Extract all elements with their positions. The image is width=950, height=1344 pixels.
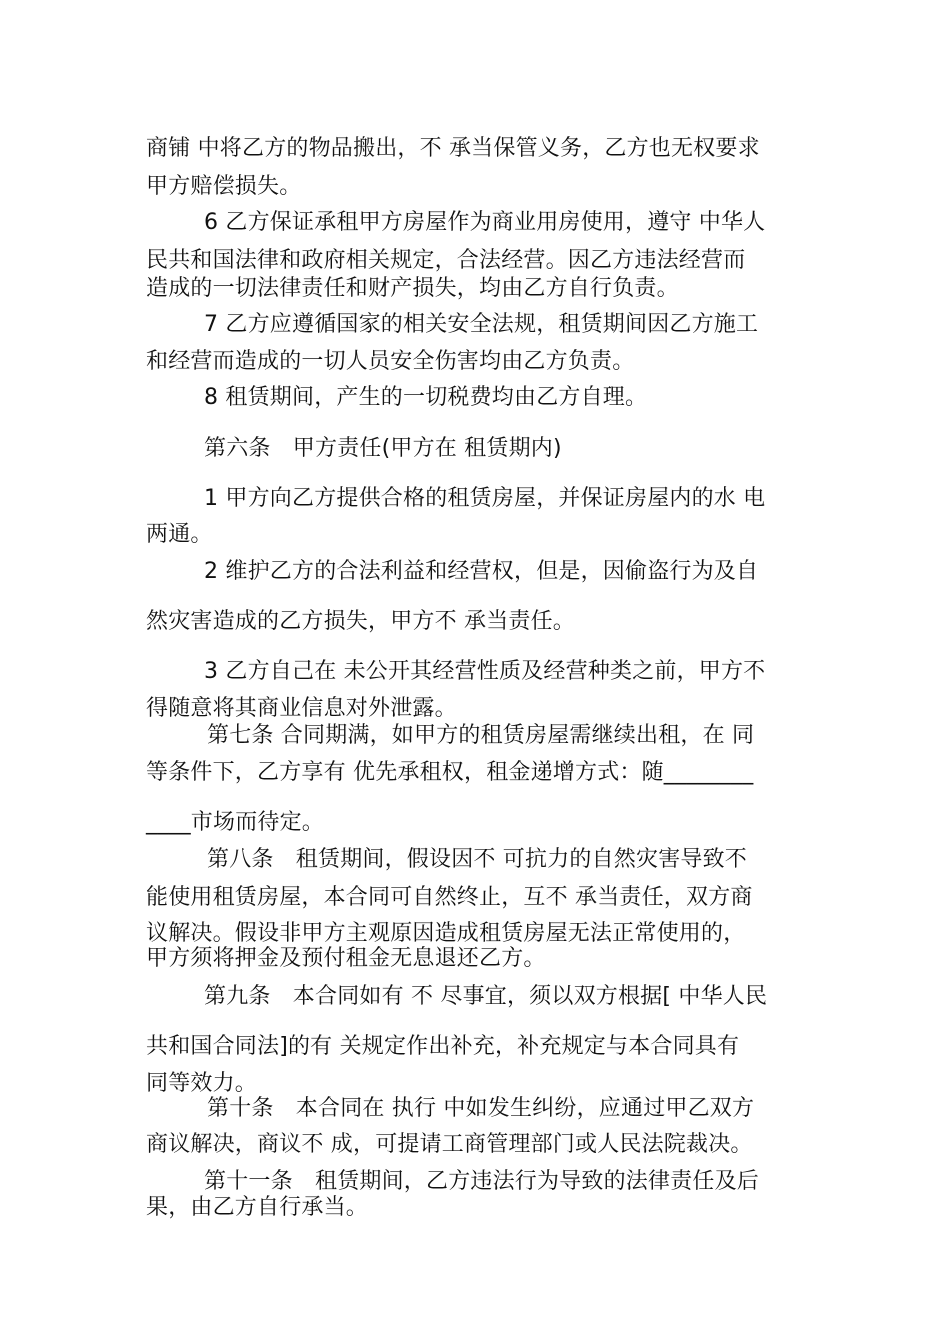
text-line: 和经营而造成的一切人员安全伤害均由乙方负责。	[146, 349, 635, 374]
text-line: 甲方须将押金及预付租金无息退还乙方。	[146, 946, 546, 971]
text-line: 然灾害造成的乙方损失，甲方不 承当责任。	[146, 609, 575, 634]
text-line: 议解决。假设非甲方主观原因造成租赁房屋无法正常使用的，	[146, 921, 746, 946]
text-line: 2 维护乙方的合法利益和经营权，但是，因偷盗行为及自	[204, 559, 759, 584]
text-line: ____市场而待定。	[146, 810, 325, 835]
text-line: 6 乙方保证承租甲方房屋作为商业用房使用，遵守 中华人	[204, 210, 766, 235]
text-line: 共和国合同法]的有 关规定作出补充，补充规定与本合同具有	[146, 1034, 740, 1059]
text-line: 等条件下，乙方享有 优先承租权，租金递增方式：随________	[146, 760, 754, 785]
text-line: 3 乙方自己在 未公开其经营性质及经营种类之前，甲方不	[204, 659, 766, 684]
section-heading: 第七条 合同期满，如甲方的租赁房屋需继续出租，在 同	[207, 723, 755, 748]
section-heading: 第八条 租赁期间，假设因不 可抗力的自然灾害导致不	[207, 847, 747, 872]
text-line: 得随意将其商业信息对外泄露。	[146, 696, 457, 721]
text-line: 7 乙方应遵循国家的相关安全法规，租赁期间因乙方施工	[204, 312, 759, 337]
text-line: 1 甲方向乙方提供合格的租赁房屋，并保证房屋内的水 电	[204, 486, 766, 511]
text-line: 商议解决，商议不 成，可提请工商管理部门或人民法院裁决。	[146, 1132, 753, 1157]
text-line: 能使用租赁房屋，本合同可自然终止，互不 承当责任，双方商	[146, 885, 753, 910]
text-line: 同等效力。	[146, 1071, 258, 1096]
section-heading: 第十一条 租赁期间，乙方违法行为导致的法律责任及后	[204, 1169, 760, 1194]
text-line: 造成的一切法律责任和财产损失，均由乙方自行负责。	[146, 276, 679, 301]
text-line: 民共和国法律和政府相关规定，合法经营。因乙方违法经营而	[146, 248, 746, 273]
text-line: 两通。	[146, 522, 213, 547]
text-line: 8 租赁期间，产生的一切税费均由乙方自理。	[204, 385, 648, 410]
text-line: 商铺 中将乙方的物品搬出，不 承当保管义务，乙方也无权要求	[146, 136, 760, 161]
section-heading: 第九条 本合同如有 不 尽事宜，须以双方根据[ 中华人民	[204, 984, 768, 1009]
section-heading: 第十条 本合同在 执行 中如发生纠纷，应通过甲乙双方	[207, 1096, 755, 1121]
text-line: 甲方赔偿损失。	[146, 174, 302, 199]
text-line: 果，由乙方自行承当。	[146, 1195, 369, 1220]
section-heading: 第六条 甲方责任(甲方在 租赁期内)	[204, 436, 562, 461]
